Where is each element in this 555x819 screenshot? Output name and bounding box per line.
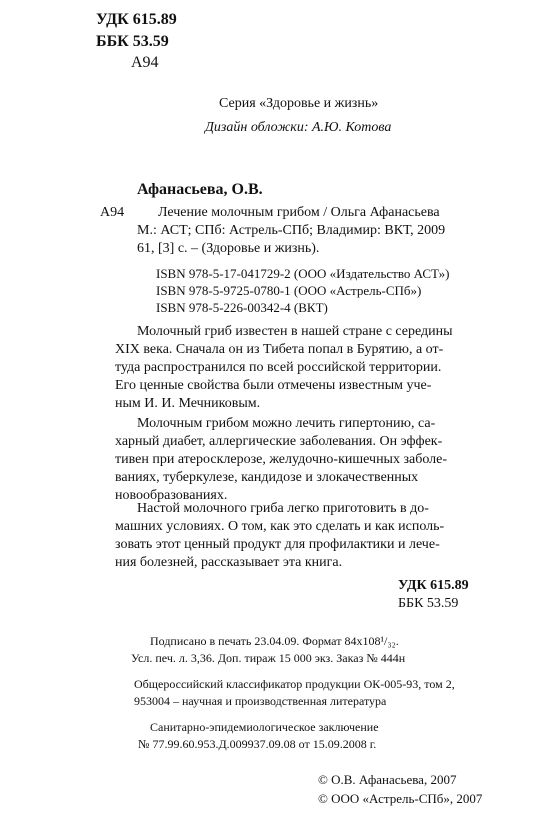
imprint-signed: Подписано в печать 23.04.09. Формат 84х108¹/₃₂. [150,634,399,648]
series-line: Серия «Здоровье и жизнь» [219,96,379,111]
text-line: тивен при атеросклерозе, желудочно-кишечных заболе- [115,452,448,467]
isbn-line: ISBN 978-5-17-041729-2 (ООО «Издательство АСТ») [156,266,450,281]
imprint-classifier: Общероссийский классификатор продукции ОК-005-93, том 2, [134,677,455,691]
annotation-paragraph [115,323,493,413]
footer-bbk-code: ББК 53.59 [398,596,459,611]
text-line: харный диабет, аллергические заболевания. Он эффек- [115,434,443,449]
text-line: Настой молочного гриба легко приготовить в до- [137,501,429,516]
cover-design: Дизайн обложки: А.Ю. Котова [205,120,392,135]
text-line: Молочным грибом можно лечить гипертонию, са- [137,416,436,431]
footer-udk-code: УДК 615.89 [398,578,469,593]
text-line: ния болезней, рассказывает эта книга. [115,555,343,570]
imprint-sanitary: № 77.99.60.953.Д.009937.09.08 от 15.09.2008 г. [138,737,377,751]
catalog-mark: А94 [100,205,125,220]
copyright-line: © О.В. Афанасьева, 2007 [318,772,457,787]
annotation-paragraph [115,500,493,572]
imprint-sheets: Усл. печ. л. 3,36. Доп. тираж 15 000 экз. Заказ № 444н [131,651,406,665]
catalog-title-line3: 61, [3] с. – (Здоровье и жизнь). [137,241,320,256]
annotation-paragraph [115,415,493,505]
catalog-title-line2: М.: АСТ; СПб: Астрель-СПб; Владимир: ВКТ, 2009 [137,223,446,238]
text-line: Его ценные свойства были отмечены известным уче- [115,378,432,393]
copyright-line: © ООО «Астрель-СПб», 2007 [318,791,483,806]
text-line: ваниях, туберкулезе, кандидозе и злокачественных [115,470,419,485]
text-line: туда распространился по всей российской территории. [115,360,442,375]
imprint-sanitary: Санитарно-эпидемиологическое заключение [150,720,379,734]
text-line: Молочный гриб известен в нашей стране с середины [137,324,453,339]
imprint-classifier: 953004 – научная и производственная литература [134,694,387,708]
bbk-code: ББК 53.59 [96,33,169,50]
udk-code: УДК 615.89 [96,11,177,28]
author-mark: А94 [131,54,159,71]
text-line: зовать этот ценный продукт для профилактики и лече- [115,537,440,552]
text-line: машних условиях. О том, как это сделать и как исполь- [115,519,445,534]
text-line: новообразованиях. [115,488,228,503]
isbn-line: ISBN 978-5-226-00342-4 (ВКТ) [156,300,328,315]
text-line: XIX века. Сначала он из Тибета попал в Бурятию, а от- [115,342,444,357]
text-line: ным И. И. Мечниковым. [115,396,261,411]
catalog-title-line1: Лечение молочным грибом / Ольга Афанасьева [158,205,440,220]
isbn-line: ISBN 978-5-9725-0780-1 (ООО «Астрель-СПб») [156,283,422,298]
catalog-author: Афанасьева, О.В. [137,181,263,198]
